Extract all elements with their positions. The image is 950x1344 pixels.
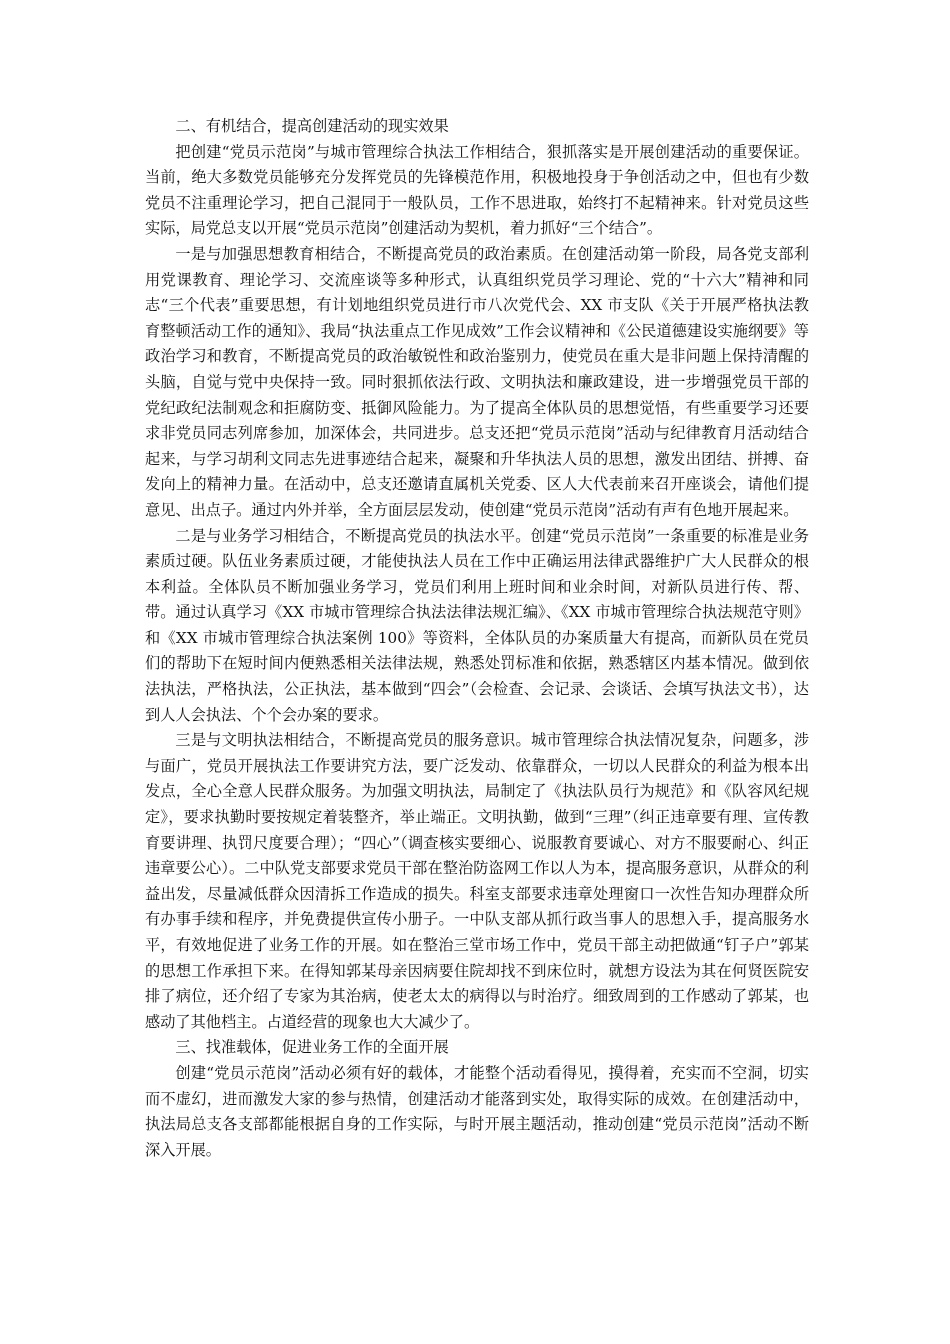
paragraph-carrier: 创建“党员示范岗”活动必须有好的载体，才能整个活动看得见，摸得着，充实而不空洞，切实而不虚幻，进而激发大家的参与热情，创建活动才能落到实处，取得实际的成效。在创建活动中，执法局总支各支部都能根据自身的工作实际，与时开展主题活动，推动创建“党员示范岗”活动不断深入开展。 [145, 1063, 809, 1159]
paragraph-intro: 把创建“党员示范岗”与城市管理综合执法工作相结合，狠抓落实是开展创建活动的重要保证。当前，绝大多数党员能够充分发挥党员的先锋模范作用，积极地投身于争创活动之中，但也有少数党员不注重理论学习，把自己混同于一般队员，工作不思进取，始终打不起精神来。针对党员这些实际，局党总支以开展“党员示范岗”创建活动为契机，着力抓好“三个结合”。 [145, 142, 809, 238]
paragraph-combination-three: 三是与文明执法相结合，不断提高党员的服务意识。城市管理综合执法情况复杂，问题多，涉与面广，党员开展执法工作要讲究方法，要广泛发动、依靠群众，一切以人民群众的利益为根本出发点，全心全意人民群众服务。为加强文明执法，局制定了《执法队员行为规范》和《队容风纪规定》，要求执勤时要按规定着装整齐，举止端正。文明执勤，做到“三理”（纠正违章要有理、宣传教育要讲理、执罚尺度要合理）；“四心”（调查核实要细心、说服教育要诚心、对方不服要耐心、纠正违章要公心）。二中队党支部要求党员干部在整治防盗网工作以人为本，提高服务意识，从群众的利益出发，尽量减低群众因清拆工作造成的损失。科室支部要求违章处理窗口一次性告知办理群众所有办事手续和程序，并免费提供宣传小册子。一中队支部从抓行政当事人的思想入手，提高服务水平，有效地促进了业务工作的开展。如在整治三堂市场工作中，党员干部主动把做通“钉子户”郭某的思想工作承担下来。在得知郭某母亲因病要住院却找不到床位时，就想方设法为其在何贤医院安排了病位，还介绍了专家为其治病，使老太太的病得以与时治疗。细致周到的工作感动了郭某，也感动了其他档主。占道经营的现象也大大减少了。 [145, 731, 809, 1031]
section-heading-2: 二、有机结合，提高创建活动的现实效果 [175, 117, 449, 135]
section-heading-3: 三、找准载体，促进业务工作的全面开展 [175, 1038, 449, 1057]
paragraph-combination-one: 一是与加强思想教育相结合，不断提高党员的政治素质。在创建活动第一阶段，局各党支部利用党课教育、理论学习、交流座谈等多种形式，认真组织党员学习理论、党的“十六大”精神和同志“三个代表”重要思想，有计划地组织党员进行市八次党代会、XX 市支队《关于开展严格执法教育整顿活动工作的通知》、我局“执法重点工作见成效”工作会议精神和《公民道德建设实施纲要》等政治学习和教育，不断提高党员的政治敏锐性和政治鉴别力，使党员在重大是非问题上保持清醒的头脑，自觉与党中央保持一致。同时狠抓依法行政、文明执法和廉政建设，进一步增强党员干部的党纪政纪法制观念和拒腐防变、抵御风险能力。为了提高全体队员的思想觉悟，有些重要学习还要求非党员同志列席参加，加深体会，共同进步。总支还把“党员示范岗”活动与纪律教育月活动结合起来，与学习胡利文同志先进事迹结合起来，凝聚和升华执法人员的思想，激发出团结、拼搏、奋发向上的精神力量。在活动中，总支还邀请直属机关党委、区人大代表前来召开座谈会，请他们提意见、出点子。通过内外并举，全方面层层发动，使创建“党员示范岗”活动有声有色地开展起来。 [145, 244, 809, 519]
document-body [145, 114, 809, 1163]
paragraph-combination-two: 二是与业务学习相结合，不断提高党员的执法水平。创建“党员示范岗”一条重要的标准是业务素质过硬。队伍业务素质过硬，才能使执法人员在工作中正确运用法律武器维护广大人民群众的根本利益。全体队员不断加强业务学习，党员们利用上班时间和业余时间，对新队员进行传、帮、带。通过认真学习《XX 市城市管理综合执法法律法规汇编》、《XX 市城市管理综合执法规范守则》和《XX 市城市管理综合执法案例 100》等资料，全体队员的办案质量大有提高，而新队员在党员们的帮助下在短时间内便熟悉相关法律法规，熟悉处罚标准和依据，熟悉辖区内基本情况。做到依法执法，严格执法，公正执法，基本做到“四会”（会检查、会记录、会谈话、会填写执法文书），达到人人会执法、个个会办案的要求。 [145, 526, 809, 724]
